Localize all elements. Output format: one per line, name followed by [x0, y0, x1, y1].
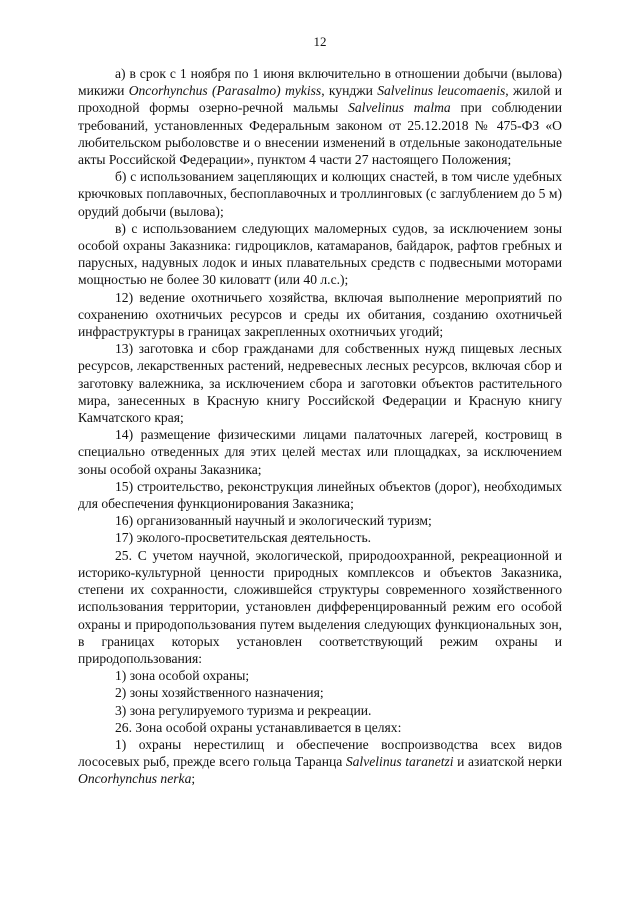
text-run: 15) строительство, реконструкция линейных объектов (дорог), необходимых для обеспечения функционирования Заказника;: [78, 478, 562, 512]
paragraph: [78, 426, 562, 478]
text-run: 17) эколого-просветительская деятельность.: [115, 530, 372, 546]
italic-species-name: Oncorhynchus (Parasalmo) mykiss: [128, 83, 322, 99]
paragraph: [78, 667, 562, 684]
text-run: 13) заготовка и сбор гражданами для собственных нужд пищевых лесных ресурсов, лекарственных растений, недревесных лесных ресурсов, включая сбор и заготовку валежника, за исключением сбора и заготовки объектов растительного мира, занесенных в Красную книгу Российской Федерации и Красную книгу Камчатского края;: [78, 341, 562, 426]
page-number: 12: [313, 34, 327, 49]
italic-species-name: Salvelinus malma: [348, 100, 451, 116]
text-run: 12) ведение охотничьего хозяйства, включая выполнение мероприятий по сохранению охотничьих ресурсов и среды их обитания, созданию охотничьей инфраструктуры в границах закрепленных охотничьих угодий;: [78, 289, 562, 340]
paragraph: [78, 478, 562, 512]
text-run: 2) зоны хозяйственного назначения;: [115, 685, 324, 701]
text-run: в) с использованием следующих маломерных судов, за исключением зоны особой охраны Заказника: гидроциклов, катамаранов, байдарок, рафтов гребных и парусных, надувных лодок и иных плавательных средств с подвесными моторами мощностью не более 30 киловатт (или 40 л.с.);: [78, 220, 562, 288]
text-run: б) с использованием зацепляющих и колющих снастей, в том числе удебных крючковых поплавочных, беспоплавочных и троллинговых (с заглублением до 5 м) орудий добычи (вылова);: [78, 169, 562, 219]
text-run: 1) охраны нерестилищ и обеспечение воспроизводства всех видов лососевых рыб, прежде всего гольца Таранца: [78, 736, 562, 770]
text-run: ;: [191, 771, 196, 787]
text-run: 3) зона регулируемого туризма и рекреации.: [115, 702, 372, 718]
text-run: , кунджи: [321, 83, 378, 99]
paragraph: [78, 547, 562, 667]
paragraph: [78, 529, 562, 546]
paragraph: [78, 736, 562, 788]
text-run: 26. Зона особой охраны устанавливается в целях:: [115, 719, 402, 735]
paragraph: [78, 719, 562, 736]
text-run: 25. С учетом научной, экологической, природоохранной, рекреационной и историко-культурной ценности природных комплексов и объектов Заказника, степени их сохранности, сложившейся структуры современного хозяйственного использования территории, установлен дифференцированный режим его особой охраны и природопользования путем выделения следующих функциональных зон, в границах которых установлен соответствующий режим охраны и природопользования:: [78, 547, 562, 666]
paragraph: [78, 220, 562, 289]
text-run: , жилой и проходной формы озерно-речной мальмы: [78, 83, 562, 116]
paragraph: [78, 684, 562, 701]
text-run: 16) организованный научный и экологический туризм;: [115, 513, 432, 529]
paragraph: [78, 512, 562, 529]
document-body: [78, 65, 562, 788]
text-run: 14) размещение физическими лицами палаточных лагерей, костровищ в специально отведенных для этих целей местах или площадках, за исключением зоны особой охраны Заказника;: [78, 427, 562, 477]
paragraph: [78, 168, 562, 220]
italic-species-name: Salvelinus leucomaenis: [377, 83, 506, 99]
italic-species-name: Salvelinus taranetzi: [345, 754, 454, 770]
text-run: 1) зона особой охраны;: [115, 668, 250, 684]
italic-species-name: Oncorhynchus nerka: [78, 771, 192, 787]
text-run: а) в срок с 1 ноября по 1 июня включительно в отношении добычи (вылова) микижи: [78, 66, 562, 99]
text-run: и азиатской нерки: [453, 754, 562, 770]
paragraph: [78, 289, 562, 341]
paragraph: [78, 65, 562, 168]
text-run: при соблюдении требований, установленных Федеральным законом от 25.12.2018 № 475-ФЗ «О любительском рыболовстве и о внесении изменений в отдельные законодательные акты Российской Федерации», пунктом 4 части 27 настоящего Положения;: [78, 100, 563, 168]
paragraph: [78, 702, 562, 719]
paragraph: [78, 340, 562, 426]
